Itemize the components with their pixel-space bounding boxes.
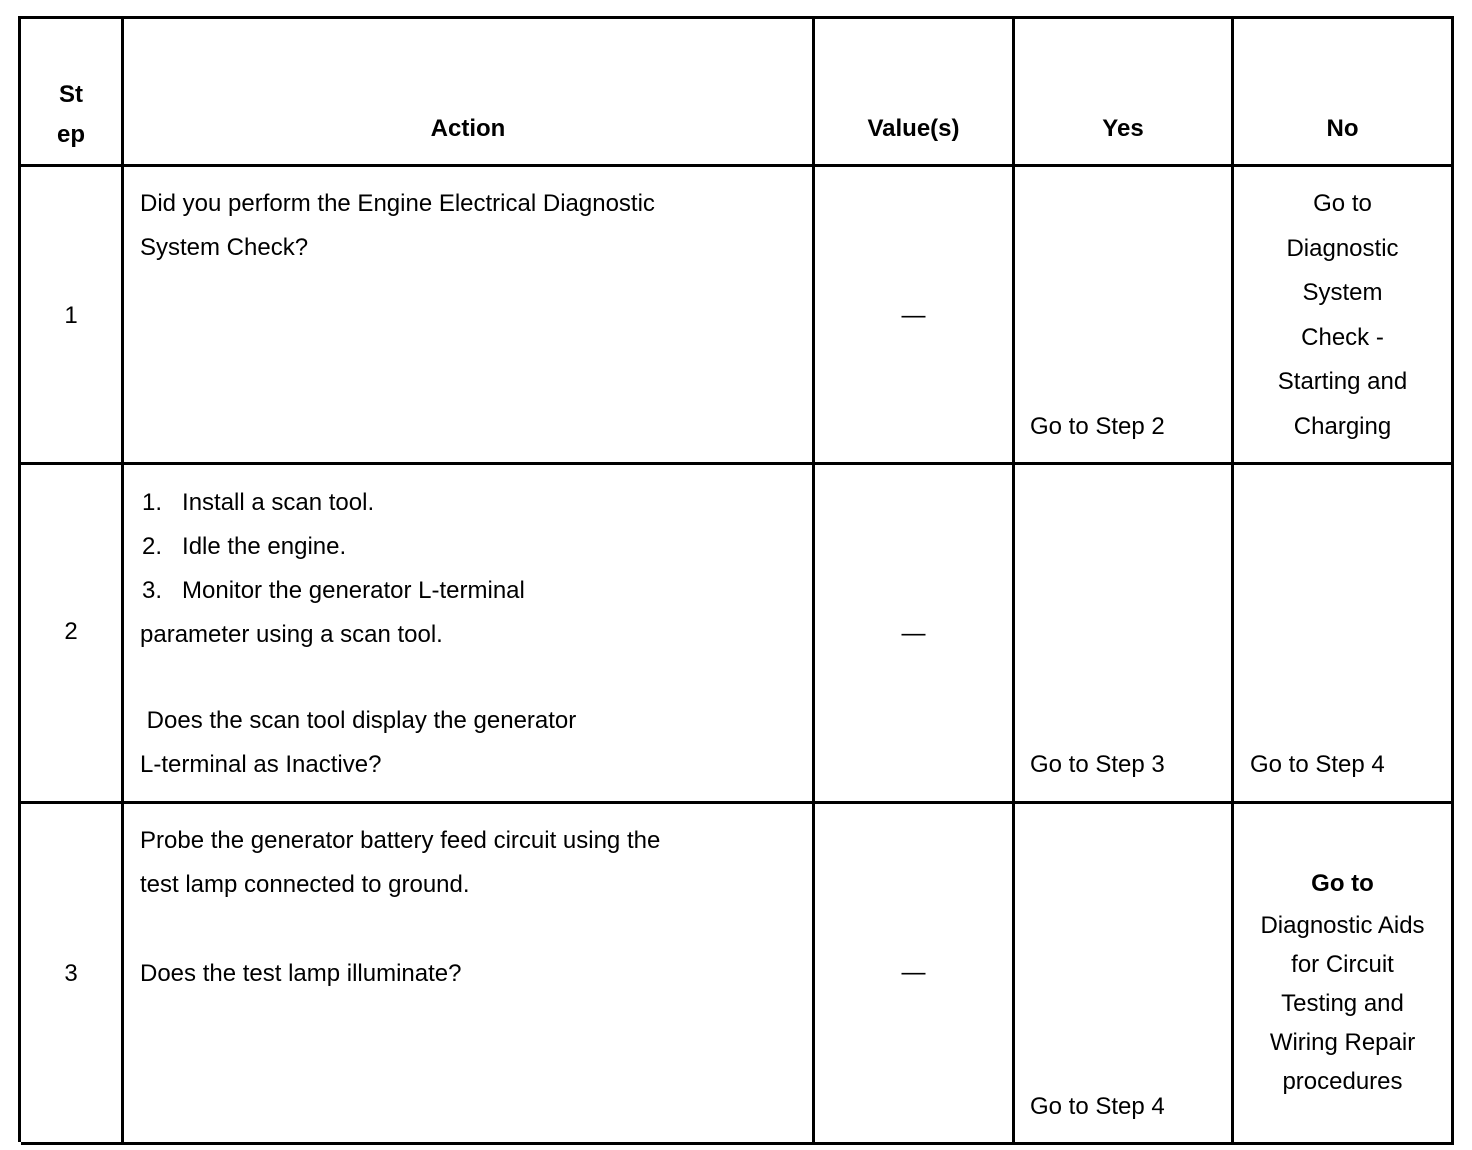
yes-cell xyxy=(1015,804,1234,1142)
value-text: — xyxy=(901,620,926,647)
header-values-cell xyxy=(815,19,1015,164)
no-text: Go to Diagnostic System Check - Starting and Charging xyxy=(1277,190,1408,440)
no-text: Diagnostic Aids for Circuit Testing and Wiring Repair procedures xyxy=(1260,912,1425,1095)
header-action-cell xyxy=(124,19,815,164)
header-step-cell xyxy=(21,19,124,164)
header-row xyxy=(21,19,1454,167)
header-no-cell xyxy=(1234,19,1454,164)
header-step: St ep xyxy=(56,81,85,148)
header-yes: Yes xyxy=(1102,115,1144,142)
yes-cell xyxy=(1015,465,1234,801)
no-cell xyxy=(1234,465,1454,801)
value-cell xyxy=(815,804,1015,1142)
yes-text: Go to Step 2 xyxy=(1030,413,1165,440)
step-cell xyxy=(21,465,124,801)
no-cell xyxy=(1234,167,1454,462)
action-text: Probe the generator battery feed circuit using the test lamp connected to ground. xyxy=(140,827,661,898)
yes-text: Go to Step 4 xyxy=(1030,1093,1165,1120)
header-no: No xyxy=(1326,115,1359,142)
action-list-item: 3. Monitor the generator L-terminal xyxy=(142,577,525,604)
step-cell xyxy=(21,804,124,1142)
value-text: — xyxy=(901,302,926,329)
action-question: Does the test lamp illuminate? xyxy=(140,960,462,987)
no-cell xyxy=(1234,804,1454,1142)
header-action: Action xyxy=(430,115,506,142)
table-row xyxy=(21,804,1454,1145)
action-question: Does the scan tool display the generator L-terminal as Inactive? xyxy=(140,707,577,778)
action-list-item: 2. Idle the engine. xyxy=(142,533,347,560)
step-number: 1 xyxy=(64,302,78,329)
action-cell xyxy=(124,804,815,1142)
step-cell xyxy=(21,167,124,462)
value-cell xyxy=(815,167,1015,462)
table-row xyxy=(21,465,1454,804)
table-row xyxy=(21,167,1454,465)
value-text: — xyxy=(901,959,926,986)
step-number: 2 xyxy=(64,618,78,645)
diagnostic-table xyxy=(18,16,1454,1142)
action-cell xyxy=(124,465,815,801)
header-yes-cell xyxy=(1015,19,1234,164)
no-title: Go to xyxy=(1311,870,1374,897)
value-cell xyxy=(815,465,1015,801)
action-continuation: parameter using a scan tool. xyxy=(140,621,443,648)
no-text: Go to Step 4 xyxy=(1250,751,1385,778)
action-cell xyxy=(124,167,815,462)
action-list-item: 1. Install a scan tool. xyxy=(142,489,375,516)
yes-cell xyxy=(1015,167,1234,462)
action-text: Did you perform the Engine Electrical Diagnostic System Check? xyxy=(140,190,655,261)
yes-text: Go to Step 3 xyxy=(1030,751,1165,778)
header-values: Value(s) xyxy=(867,115,960,142)
step-number: 3 xyxy=(64,960,78,987)
